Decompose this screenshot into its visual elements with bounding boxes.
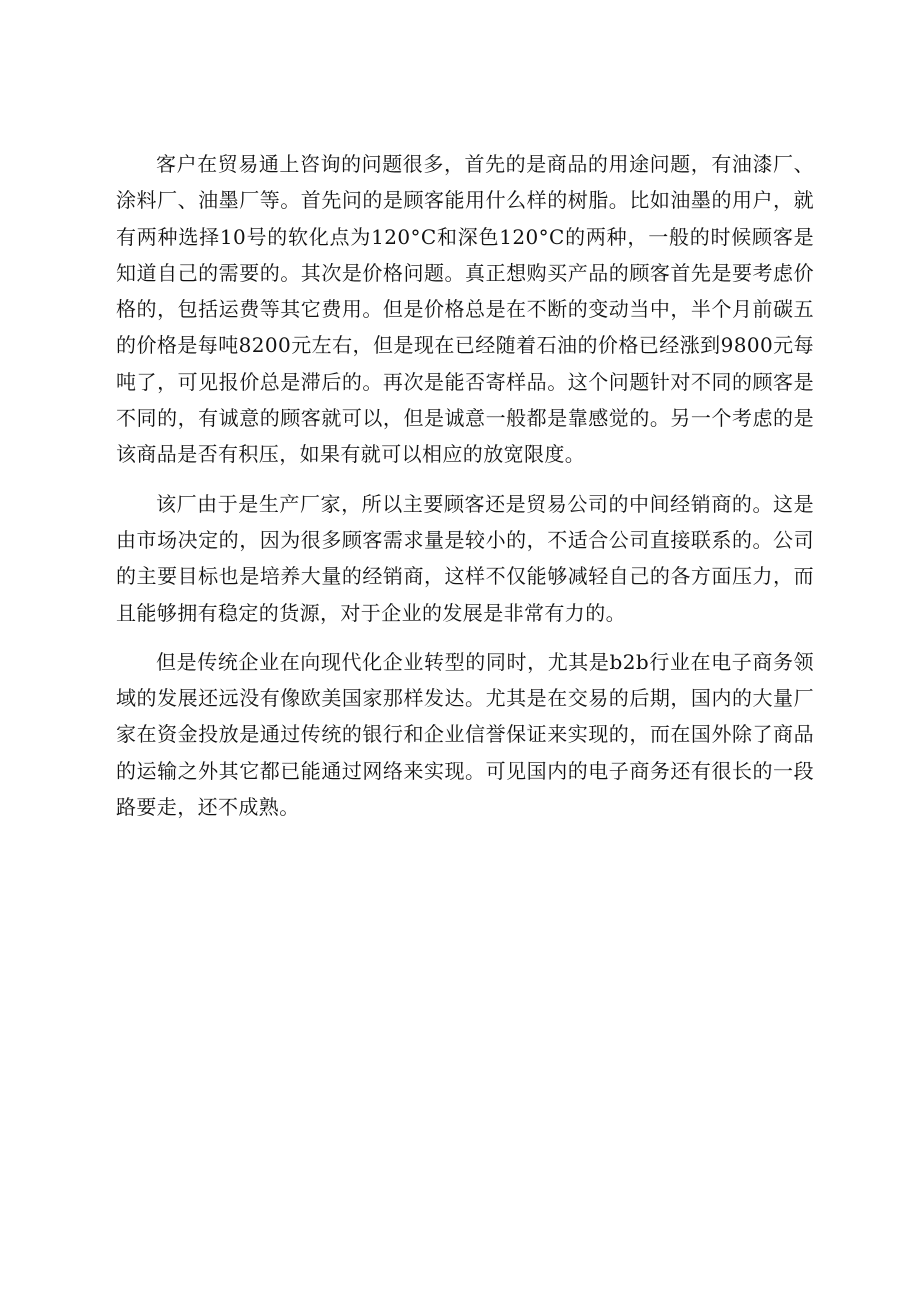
document-body bbox=[116, 146, 814, 825]
paragraph-ecommerce-development: 但是传统企业在向现代化企业转型的同时，尤其是b2b行业在电子商务领域的发展还远没有像欧美国家那样发达。尤其是在交易的后期，国内的大量厂家在资金投放是通过传统的银行和企业信誉保证来实现的，而在国外除了商品的运输之外其它都已能通过网络来实现。可见国内的电子商务还有很长的一段路要走，还不成熟。 bbox=[116, 649, 814, 820]
paragraph-customer-inquiries: 客户在贸易通上咨询的问题很多，首先的是商品的用途问题，有油漆厂、涂料厂、油墨厂等。首先问的是顾客能用什么样的树脂。比如油墨的用户，就有两种选择10号的软化点为120°C和深色120°C的两种，一般的时候顾客是知道自己的需要的。其次是价格问题。真正想购买产品的顾客首先是要考虑价格的，包括运费等其它费用。但是价格总是在不断的变动当中，半个月前碳五的价格是每吨8200元左右，但是现在已经随着石油的价格已经涨到9800元每吨了，可见报价总是滞后的。再次是能否寄样品。这个问题针对不同的顾客是不同的，有诚意的顾客就可以，但是诚意一般都是靠感觉的。另一个考虑的是该商品是否有积压，如果有就可以相应的放宽限度。 bbox=[116, 152, 814, 467]
paragraph-distributors: 该厂由于是生产厂家，所以主要顾客还是贸易公司的中间经销商的。这是由市场决定的，因为很多顾客需求量是较小的，不适合公司直接联系的。公司的主要目标也是培养大量的经销商，这样不仅能够减轻自己的各方面压力，而且能够拥有稳定的货源，对于企业的发展是非常有力的。 bbox=[116, 491, 814, 625]
